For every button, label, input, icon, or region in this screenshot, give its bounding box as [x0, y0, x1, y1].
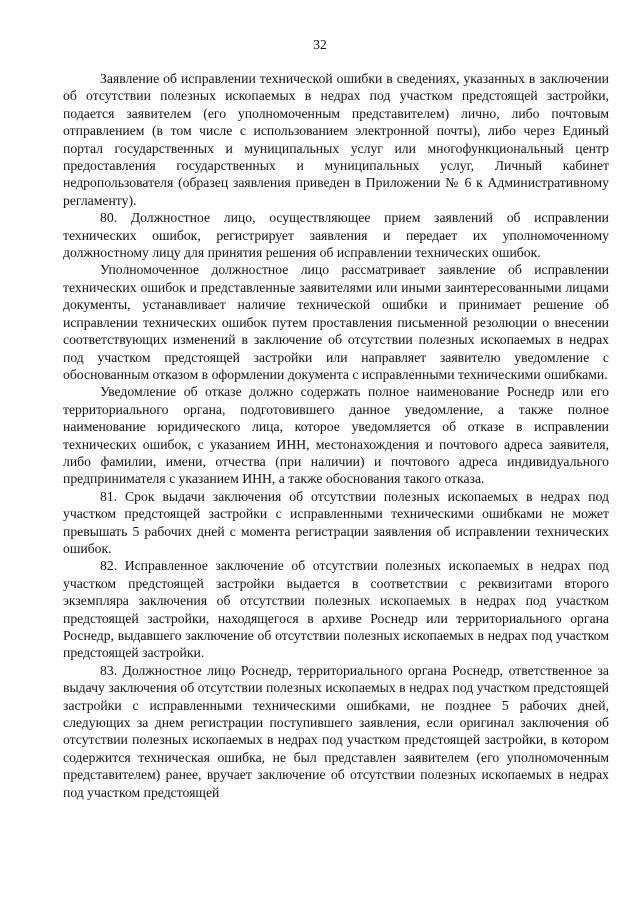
paragraph-application: Заявление об исправлении технической ошибки в сведениях, указанных в заключении об отсутствии полезных ископаемых в недрах под участком предстоящей застройки, подается заявителем (его уполномоченным представителем) лично, либо почтовым отправлением (в том числе с использованием электронной почты), либо через Единый портал государственных и муниципальных услуг или многофункциональный центр предоставления государственных и муниципальных услуг, Личный кабинет недропользователя (образец заявления приведен в Приложении № 6 к Административному регламенту).: [63, 71, 609, 208]
paragraph-82: 82. Исправленное заключение об отсутствии полезных ископаемых в недрах под участком предстоящей застройки выдается в соответствии с реквизитами второго экземпляра заключения об отсутствии полезных ископаемых в недрах под участком предстоящей застройки, находящегося в архиве Роснедр или территориального органа Роснедр, выдавшего заключение об отсутствии полезных ископаемых в недрах под участком предстоящей застройки.: [63, 558, 609, 661]
page-number: 32: [313, 37, 327, 52]
paragraph-80: 80. Должностное лицо, осуществляющее прием заявлений об исправлении технических ошибок, регистрирует заявления и передает их уполномоченному должностному лицу для принятия решения об исправлении технических ошибок.: [63, 210, 609, 261]
paragraph-81: 81. Срок выдачи заключения об отсутствии полезных ископаемых в недрах под участком предстоящей застройки с исправленными техническими ошибками не может превышать 5 рабочих дней с момента регистрации заявления об исправлении технических ошибок.: [63, 488, 609, 556]
paragraph-refusal-notice: Уведомление об отказе должно содержать полное наименование Роснедр или его территориального органа, подготовившего данное уведомление, а также полное наименование юридического лица, которое уведомляется об отказе в исправлении технических ошибок, с указанием ИНН, местонахождения и почтового адреса заявителя, либо фамилии, имени, отчества (при наличии) и почтового адреса индивидуального предпринимателя с указанием ИНН, а также обоснования такого отказа.: [63, 384, 609, 487]
paragraph-authorized-official: Уполномоченное должностное лицо рассматривает заявление об исправлении технических ошибок и представленные заявителями или иными заинтересованными лицами документы, устанавливает наличие технической ошибки и принимает решение об исправлении технических ошибок путем проставления письменной резолюции о внесении соответствующих изменений в заключение об отсутствии полезных ископаемых в недрах под участком предстоящей застройки или направляет заявителю уведомление с обоснованным отказом в оформлении документа с исправленными техническими ошибками.: [63, 262, 609, 382]
document-body: [63, 70, 609, 801]
paragraph-83: 83. Должностное лицо Роснедр, территориального органа Роснедр, ответственное за выдачу заключения об отсутствии полезных ископаемых в недрах под участком предстоящей застройки с исправленными техническими ошибками, не позднее 5 рабочих дней, следующих за днем регистрации поступившего заявления, если оригинал заключения об отсутствии полезных ископаемых в недрах под участком предстоящей застройки, в котором содержится техническая ошибка, не был представлен заявителем (его уполномоченным представителем) ранее, вручает заключение об отсутствии полезных ископаемых в недрах под участком предстоящей: [63, 662, 609, 800]
